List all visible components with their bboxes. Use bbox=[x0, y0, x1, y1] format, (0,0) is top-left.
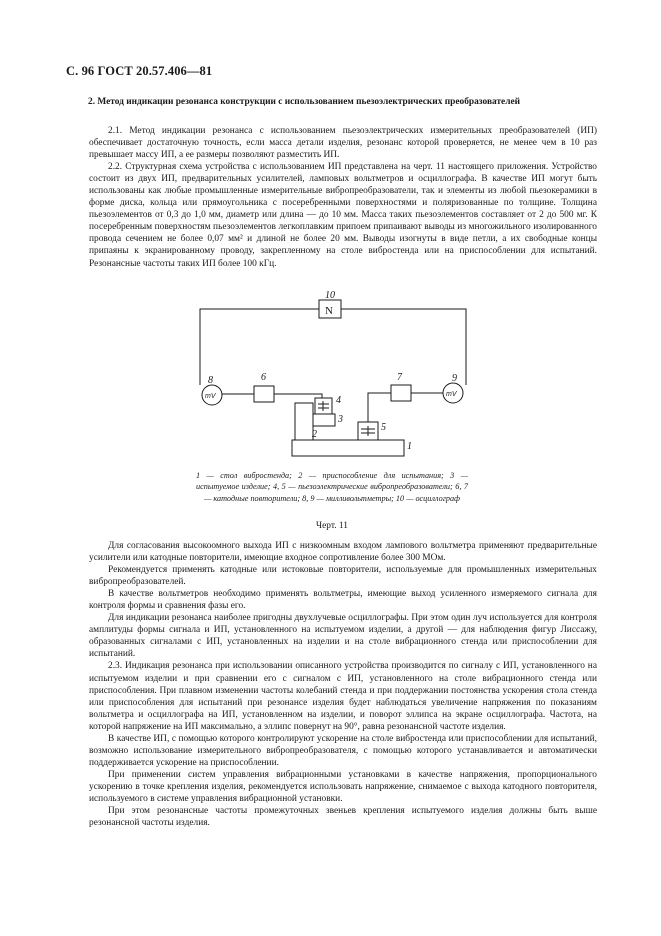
label-3: 3 bbox=[338, 414, 343, 425]
wire-6-4 bbox=[274, 394, 322, 398]
paragraph: При этом резонансные частоты промежуточных звеньев крепления испытуемого изделия должны быть выше резонансной частоты изделия. bbox=[89, 806, 597, 829]
paragraph: 2.3. Индикация резонанса при использовании описанного устройства производится по сигналу с ИП, установленного на испытуемом изделии и при сравнении его с сигналом с ИП, установленного на столе вибрационного стенда или приспособления. При плавном изменении частоты колебаний стенда и при поддержании постоянства ускорения стола стенда или приспособления для испытаний при резонансе изделия будет наблюдаться увеличение напряжения по показаниям вольтметра и осциллографа на ИП, установленном на изделии, и поворот эллипса на экране осциллографа. Частота, на которой напряжение на ИП максимально, а эллипс повернут на 90°, равна резонансной частоте изделия. bbox=[89, 661, 597, 732]
wire-right-top bbox=[341, 309, 466, 385]
paragraph: Рекомендуется применять катодные или истоковые повторители, используемые для промышленных измерительных вибропреобразователей. bbox=[89, 565, 597, 588]
test-item-3 bbox=[313, 414, 335, 426]
label-7: 7 bbox=[397, 372, 402, 383]
text-block-bottom bbox=[89, 540, 597, 829]
label-6: 6 bbox=[261, 372, 266, 383]
fixture-2 bbox=[295, 403, 313, 440]
vibration-table-1 bbox=[292, 440, 404, 456]
label-8: 8 bbox=[208, 375, 213, 386]
label-9: 9 bbox=[452, 373, 457, 384]
structural-diagram bbox=[180, 290, 480, 470]
paragraph: 2.1. Метод индикации резонанса с использованием пьезоэлектрических измерительных преобразователей (ИП) обеспечивает достаточную точность, если масса детали изделия, резонанс которой проверяется, не менее чем в 10 раз превышает массу ИП, а ее размеры позволяют разместить ИП. bbox=[89, 126, 597, 161]
label-4: 4 bbox=[336, 395, 341, 406]
label-1: 1 bbox=[407, 441, 412, 452]
oscilloscope-letter: N bbox=[325, 305, 333, 317]
paragraph: При применении систем управления вибрационными установками в качестве напряжения, пропорционального ускорению в точке крепления изделия, рекомендуется использовать напряжение, снимаемое с выхода катодного повторителя, используемого в системе управления вибрационной установки. bbox=[89, 769, 597, 804]
page-header: С. 96 ГОСТ 20.57.406—81 bbox=[66, 64, 213, 78]
paragraph: Для согласования высокоомного выхода ИП с низкоомным входом лампового вольтметра применяют предварительные усилители или катодные повторители, имеющие входное сопротивление более 300 МОм. bbox=[89, 541, 597, 564]
section-title: 2. Метод индикации резонанса конструкции с использованием пьезоэлектрических преобразователей bbox=[88, 97, 521, 107]
wire-7-5 bbox=[368, 393, 391, 422]
cathode-follower-7 bbox=[391, 385, 411, 401]
meter-8-text: mV bbox=[205, 393, 216, 400]
label-2: 2 bbox=[312, 429, 317, 440]
label-5: 5 bbox=[381, 422, 386, 433]
paragraph: 2.2. Структурная схема устройства с использованием ИП представлена на черт. 11 настоящего приложения. Устройство состоит из двух ИП, предварительных усилителей, ламповых вольтметров и осциллографа. В качестве ИП могут быть использованы как любые промышленные измерительные вибропреобразователи, так и элементы из любой пьезокерамики в форме диска, кольца или прямоугольника с посеребренными поверхностями и поляризованные по толщине. Толщина пьезоэлементов от 0,3 до 1,0 мм, диаметр или длина — до 10 мм. Масса таких пьезоэлементов составляет от 2 до 500 мг. К посеребренным поверхностям пьезоэлементов легкоплавким припоем припаивают выводы из многожильного изолированного провода сечением не более 0,07 мм² и длиной не более 20 мм. Выводы изогнуты в виде петли, а их свободные концы припаяны к экранированному проводу, закрепленному на столе вибростенда или на приспособлении для испытаний. Резонансные частоты таких ИП более 100 кГц. bbox=[89, 162, 597, 269]
wire-left-top bbox=[200, 309, 319, 385]
meter-9-text: mV bbox=[446, 391, 457, 398]
paragraph: В качестве ИП, с помощью которого контролируют ускорение на столе вибростенда или приспособлении для испытаний, возможно использование измерительного вибропреобразователя, с помощью которого устанавливается и автоматически поддерживается ускорение на приспособлении. bbox=[89, 733, 597, 768]
figure-label: Черт. 11 bbox=[316, 521, 348, 531]
cathode-follower-6 bbox=[254, 386, 274, 402]
text-block-top bbox=[89, 125, 597, 270]
label-10: 10 bbox=[325, 290, 335, 301]
paragraph: Для индикации резонанса наиболее пригодны двухлучевые осциллографы. При этом один луч используется для контроля амплитуды формы сигнала и ИП, установленного на испытуемом изделии, а другой — для наблюдения фигур Лиссажу, образованных сигналами с ИП, установленных на изделии и на столе вибрационного стенда или приспособлении для испытаний. bbox=[89, 613, 597, 660]
paragraph: В качестве вольтметров необходимо применять вольтметры, имеющие выход усиленного измеряемого сигнала для контроля формы и сравнения фазы его. bbox=[89, 589, 597, 612]
figure-caption: 1 — стол вибростенда; 2 — приспособление для испытания; 3 — испытуемое изделие; 4, 5 — пьезоэлектрические вибропреобразователи; 6, 7 — катодные повторители; 8, 9 — милливольтметры; 10 — осциллограф bbox=[196, 471, 468, 503]
